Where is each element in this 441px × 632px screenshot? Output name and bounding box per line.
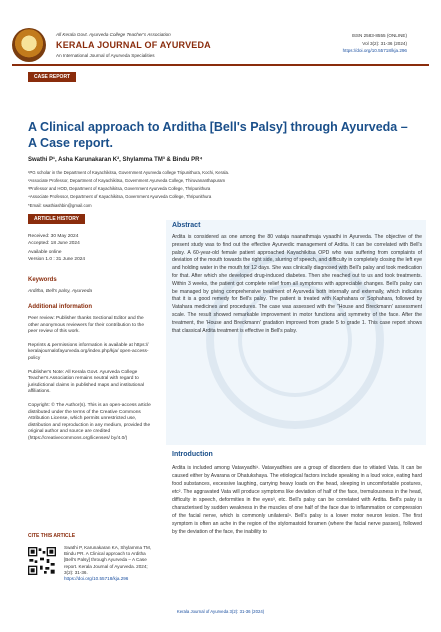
citation-doi[interactable]: https://doi.org/10.55718/kja.296 bbox=[64, 576, 129, 582]
abstract-heading: Abstract bbox=[172, 222, 201, 229]
additional-info-section bbox=[28, 304, 153, 443]
keywords-section bbox=[28, 277, 153, 296]
affiliation: ⁴Associate Professor, Department of Kayachikitsa, Government Ayurveda College, Thripunithura bbox=[28, 194, 212, 199]
affiliation: ¹PG scholar in the Department of Kayachikitsa, Government Ayurveda college Tripunithura, Kochi, Kerala. bbox=[28, 170, 230, 175]
accepted-date: Accepted: 18 June 2024 bbox=[28, 240, 80, 246]
peer-review-note: Peer review: Publisher thanks Sectional Editor and the other anonymous reviewers for their contribution to the peer review of this work. bbox=[28, 316, 144, 335]
article-history-tag: ARTICLE HISTORY bbox=[28, 214, 85, 224]
page-footer: Kerala Journal of Ayurveda 3(2): 31-36 (2024) bbox=[176, 609, 265, 614]
citation bbox=[64, 545, 152, 582]
keywords-list: Arditha, Bell's palsy, Ayurveda bbox=[28, 289, 93, 294]
qr-code[interactable] bbox=[28, 547, 56, 575]
journal-subtitle: An International Journal of Ayurveda Specialities bbox=[56, 53, 155, 58]
journal-logo bbox=[12, 28, 46, 62]
abstract-text: Ardita is considered as one among the 80 vataja naanathmaja vyaadhi in Ayurveda. The objective of the present study was to find out the effective Ayurvedic management of Ardita. It can be correlated with Bell's palsy. A 60-year-old female patient approached Kayachikitsa OPD who was suffering from complaints of deviation of the mouth towards the right side, slurring of speech, and difficulty in completely closing the left eye and holding water in the mouth for 12 days. She was clinically diagnosed with Bell's palsy and took medication for that. After which she developed drug-induced diabetes. Then she reached out to us and took treatments. Within 3 weeks, the patient got complete relief from all symptoms with appreciable changes. Bell's palsy can be managed by giving comprehensive treatment of Ayurveda both internally and externally, which indicates that it is a good remedy for Bell's palsy. The patient is treated with Kaphahara or Sophahara, followed by Vatahara medicines and procedures. The case was assessed with the "House and Breckmann' assessment scale. The result showed remarkable improvement in motor functions and symmetry of the face. After the treatment, the 'House and Breckmann' gradation improved from grade 5 to grade 1. This case report shows that classical Ardita treatment is effective in Bell's palsy. bbox=[172, 234, 422, 334]
doi-link[interactable]: https://doi.org/10.55718/kja.296 bbox=[342, 48, 407, 53]
received-date: Received: 30 May 2024 bbox=[28, 234, 79, 239]
association-name: All Kerala Govt. Ayurveda College Teacher's Association bbox=[56, 32, 171, 37]
introduction-text: Ardita is included among Vatavyadhi¹. Vatavyadhies are a group of disorders due to vitiated Vata. It can be caused either by Avarana or Dhatukshaya. The etiological factors include speaking in a loud voice, eating hard food substances, excessive laughing, carrying heavy loads on the head, sleeping in uncomfortable postures, etc². The aggravated Vata will produce symptoms like deviation of half of the face, tremulousness in the head, difficulty in speech, deformities in the eyes³, etc. Bell's palsy can be correlated with Ardita. Bell's palsy is characterised by sudden weakness in the muscles of one half of the face due to inflammation or compression of the facial nerve, which is commonly unilateral⁴. Bell's palsy is a lower motor neuron lesion. The first symptom is often an ache in the region of the stylomastoid foramen (where the facial nerve passes), followed by the deviation of the face, the inability to bbox=[172, 465, 422, 535]
introduction-heading: Introduction bbox=[172, 451, 213, 458]
available-online: Available online bbox=[28, 250, 62, 256]
citation-text: Swathi P, Karunakaran KA, Shylamma TM, Bindu PR. A Clinical approach to Arditha [Bell's Palsy] through Ayurveda – A Case report. Kerala Journal of Ayurveda. 2024; 3(2): 31-36. bbox=[64, 545, 152, 575]
cite-section bbox=[28, 533, 153, 539]
additional-info-heading: Additional information bbox=[28, 304, 92, 310]
author-list: Swathi P¹, Asha Karunakaran K², Shylamma TM³ & Bindu PR⁴ bbox=[28, 157, 203, 163]
article-history bbox=[28, 234, 153, 263]
journal-name: KERALA JOURNAL OF AYURVEDA bbox=[56, 40, 211, 50]
header-rule bbox=[12, 64, 429, 66]
affiliation: ²Associate Professor, Department of Kayachikitsa, Government Ayurveda College, Thiruvananthapuram bbox=[28, 178, 226, 183]
keywords-heading: Keywords bbox=[28, 277, 57, 283]
cite-heading: CITE THIS ARTICLE bbox=[28, 533, 76, 539]
copyright-note: Copyright: © The Author(s). This is an open-access article distributed under the terms of the Creative Commons Attribution License, which permits unrestricted use, distribution and reproduction in any medium, provided the original author and source are credited (https://creativecommons.org/licenses/ by/4.0/) bbox=[28, 402, 151, 441]
version-info: Version 1.0 : 31 June 2024 bbox=[28, 256, 86, 262]
publisher-note: Publisher's Note: All Kerala Govt. Ayurveda College Teacher's Association remains neutral with regard to jurisdictional claims in published maps and institutional affiliations. bbox=[28, 369, 144, 395]
watermark-seal bbox=[205, 230, 385, 460]
volume-info: Vol 3(2): 31-36 (2024) bbox=[362, 41, 407, 46]
reprints-note[interactable]: Reprints & permissions information is available at https:// keralajournalofayurveda.org/index.php/kja/ open-access-policy bbox=[28, 342, 149, 361]
affiliation: ³Professor and HOD, Department of Kayachikitsa, Government Ayurveda College, Thripunithura bbox=[28, 186, 211, 191]
article-title: A Clinical approach to Arditha [Bell's Palsy] through Ayurveda – A Case report. bbox=[28, 120, 408, 150]
journal-header bbox=[0, 0, 441, 74]
corresponding-email[interactable]: *Email: swathiashbin@gmail.com bbox=[28, 203, 92, 208]
article-type-tag: CASE REPORT bbox=[28, 72, 76, 82]
issn: ISSN 2583-8555 (ONLINE) bbox=[351, 33, 407, 38]
